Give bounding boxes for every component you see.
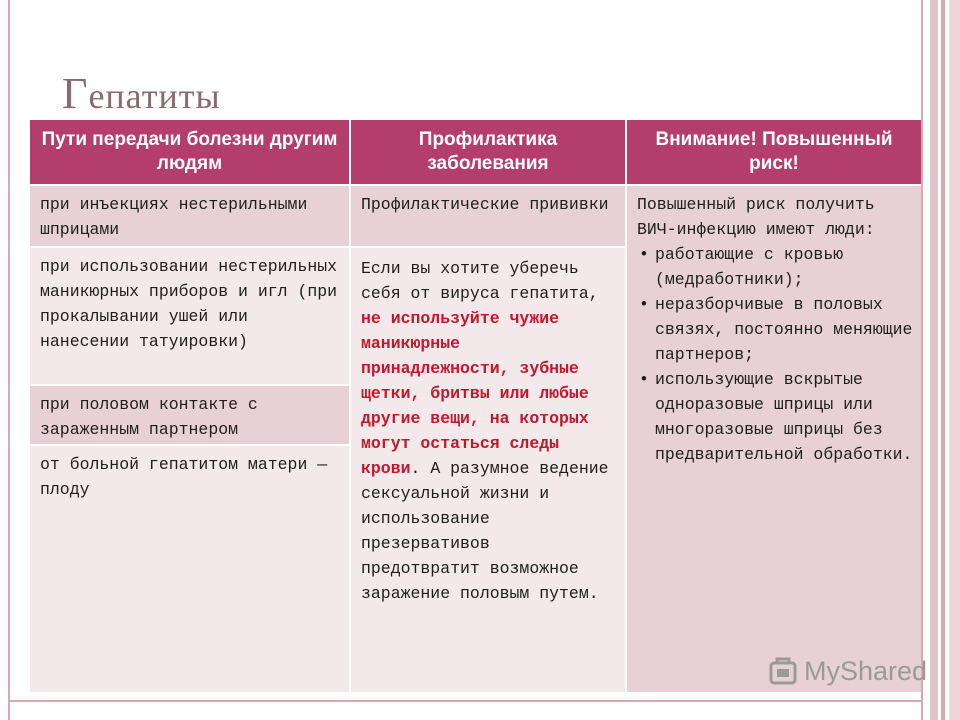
risk-list-item: • использующие вскрытые одноразовые шприцы или многоразовые шприцы без предварительной обработки.	[637, 367, 913, 467]
risk-list	[637, 242, 913, 467]
decor-stripe	[930, 0, 938, 720]
watermark-text: MyShared	[804, 656, 928, 686]
slide-title	[62, 68, 221, 119]
decor-stripe	[941, 0, 945, 720]
risk-group-cell	[627, 186, 921, 692]
table-header-transmission: Пути передачи болезни другим людям	[30, 120, 349, 184]
risk-list-item: • работающие с кровью (медработники);	[637, 242, 913, 292]
table-header-prevention: Профилактика заболевания	[351, 120, 625, 184]
prevention-vaccines: Профилактические прививки	[351, 186, 625, 246]
watermark-logo-icon	[768, 657, 798, 687]
slide-frame-left	[8, 0, 10, 720]
transmission-row: от больной гепатитом матери — плоду	[30, 446, 349, 692]
title-rest: епатиты	[88, 76, 221, 116]
decor-stripe	[949, 0, 960, 720]
info-table	[30, 120, 921, 692]
prevention-outro: А разумное ведение сексуальной жизни и использование презервативов предотвратит возможное заражение половым путем.	[361, 459, 609, 603]
slide-frame-right	[921, 0, 923, 720]
prevention-warning: не используйте чужие маникюрные принадлежности, зубные щетки, бритвы или любые другие вещи, на которых могут остаться следы крови	[361, 309, 589, 478]
slide-frame-bottom	[8, 700, 923, 702]
transmission-row: при половом контакте с зараженным партнером	[30, 386, 349, 444]
risk-intro: Повышенный риск получить ВИЧ-инфекцию имеют люди:	[637, 195, 875, 239]
table-header-risk: Внимание! Повышенный риск!	[627, 120, 921, 184]
prevention-advice	[351, 248, 625, 692]
prevention-intro: Если вы хотите уберечь себя от вируса гепатита,	[361, 259, 599, 303]
risk-list-item: • неразборчивые в половых связях, постоянно меняющие партнеров;	[637, 292, 913, 367]
watermark	[768, 656, 927, 687]
transmission-row: при использовании нестерильных маникюрных приборов и игл (при прокалывании ушей или нанесении татуировки)	[30, 248, 349, 384]
title-initial: Г	[62, 69, 89, 118]
prevention-period: .	[410, 459, 421, 478]
transmission-row: при инъекциях нестерильными шприцами	[30, 186, 349, 246]
